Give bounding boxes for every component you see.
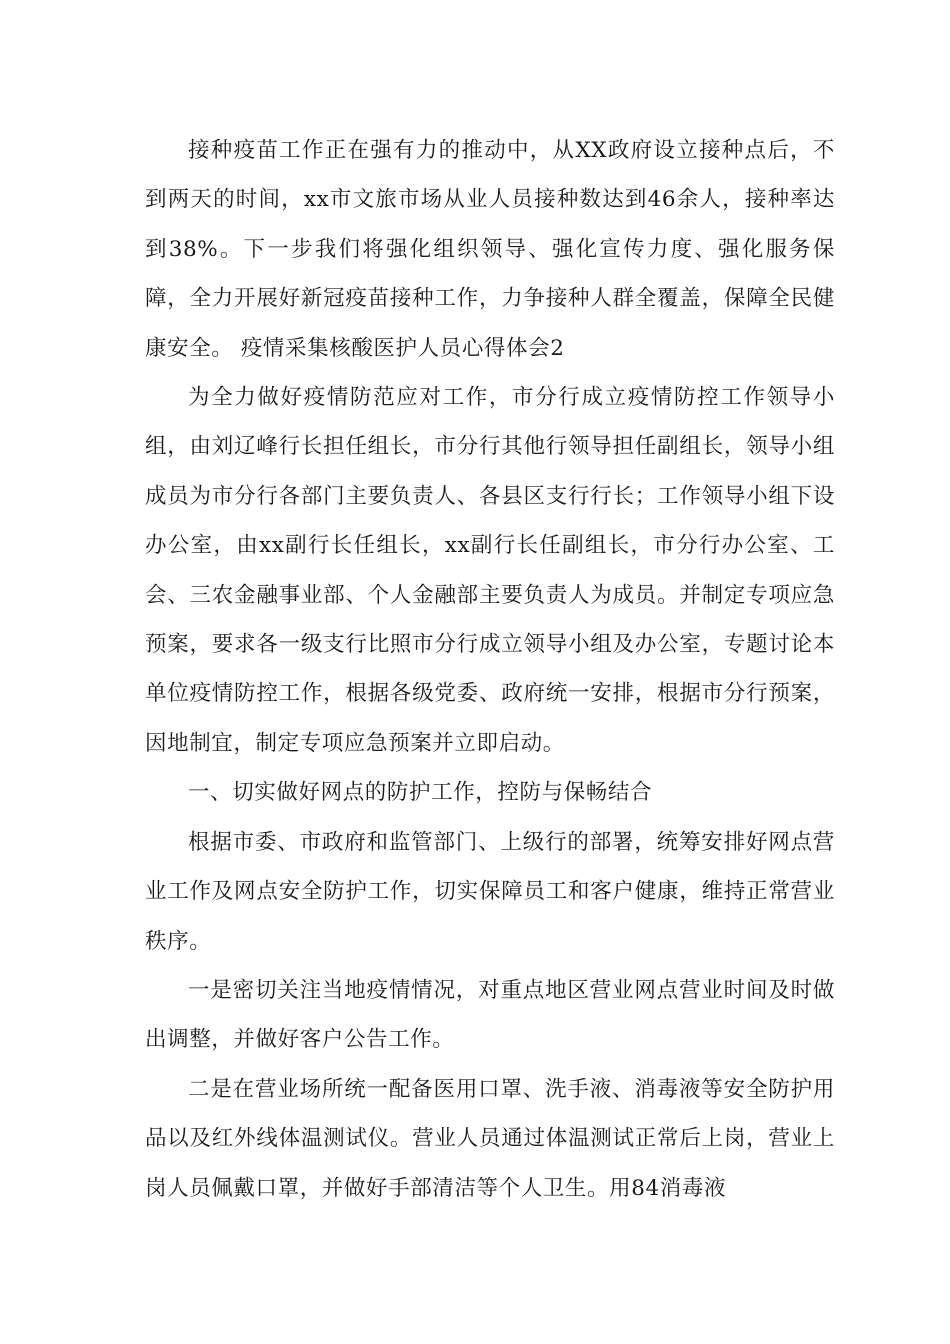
paragraph-point-two: 二是在营业场所统一配备医用口罩、洗手液、消毒液等安全防护用品以及红外线体温测试仪。营业人员通过体温测试正常后上岗，营业上岗人员佩戴口罩，并做好手部清洁等个人卫生。用84消毒液 (145, 1076, 835, 1201)
document-body (145, 126, 835, 1213)
paragraph-deployment: 根据市委、市政府和监管部门、上级行的部署，统筹安排好网点营业工作及网点安全防护工作，切实保障员工和客户健康，维持正常营业秩序。 (145, 829, 835, 954)
paragraph-vaccination: 接种疫苗工作正在强有力的推动中，从XX政府设立接种点后，不到两天的时间，xx市文旅市场从业人员接种数达到46余人，接种率达到38%。下一步我们将强化组织领导、强化宣传力度、强化服务保障，全力开展好新冠疫苗接种工作，力争接种人群全覆盖，保障全民健康安全。 疫情采集核酸医护人员心得体会2 (145, 138, 835, 361)
paragraph-point-one: 一是密切关注当地疫情情况，对重点地区营业网点营业时间及时做出调整，并做好客户公告工作。 (145, 977, 835, 1053)
paragraph-leadership-group: 为全力做好疫情防范应对工作，市分行成立疫情防控工作领导小组，由刘辽峰行长担任组长，市分行其他行领导担任副组长，领导小组成员为市分行各部门主要负责人、各县区支行行长；工作领导小组下设办公室，由xx副行长任组长，xx副行长任副组长，市分行办公室、工会、三农金融事业部、个人金融部主要负责人为成员。并制定专项应急预案，要求各一级支行比照市分行成立领导小组及办公室，专题讨论本单位疫情防控工作，根据各级党委、政府统一安排，根据市分行预案，因地制宜，制定专项应急预案并立即启动。 (145, 385, 835, 756)
section-heading-outlet-protection: 一、切实做好网点的防护工作，控防与保畅结合 (188, 780, 653, 806)
